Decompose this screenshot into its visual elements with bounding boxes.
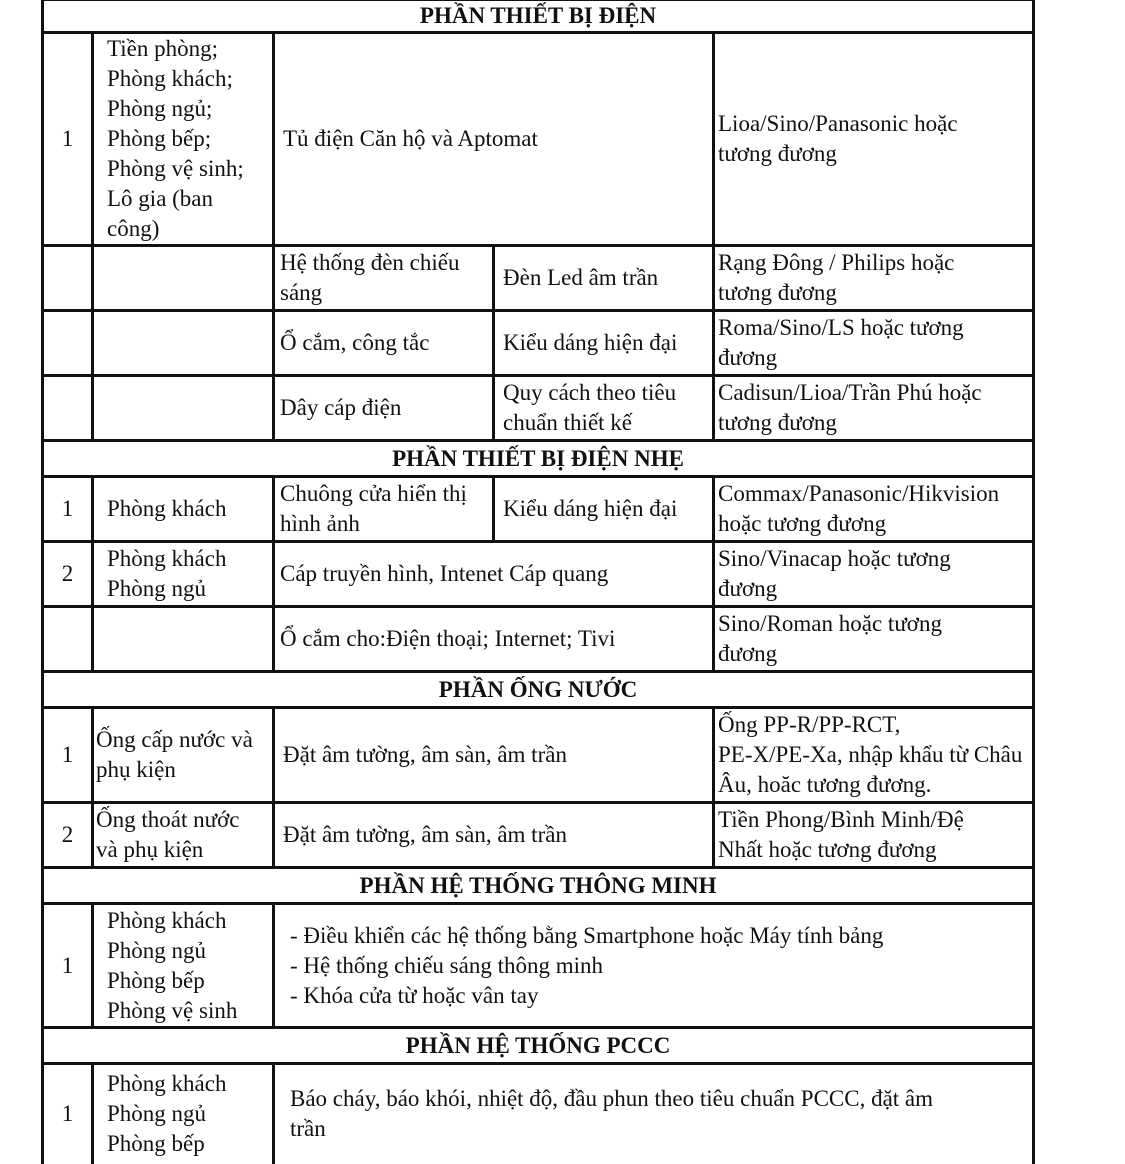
location-cell: Phòng khách Phòng ngủ Phòng bếp: [93, 1064, 274, 1164]
brand-cell: Roma/Sino/LS hoặc tương đương: [714, 311, 1034, 376]
brand-cell: Cadisun/Lioa/Trần Phú hoặc tương đương: [714, 376, 1034, 441]
section-header-water-pipes: [43, 672, 1034, 708]
table-row: [43, 311, 1034, 376]
location-cell: Phòng khách Phòng ngủ: [93, 542, 274, 607]
brand-cell: Commax/Panasonic/Hikvision hoặc tương đương: [714, 477, 1034, 542]
item-cell: Cáp truyền hình, Intenet Cáp quang: [274, 542, 714, 607]
equipment-specification-document: [41, 0, 1035, 1164]
spec-cell: Quy cách theo tiêu chuẩn thiết kế: [494, 376, 714, 441]
location-cell: Ống thoát nước và phụ kiện: [93, 803, 274, 868]
location-cell: [93, 311, 274, 376]
brand-cell: Rạng Đông / Philips hoặc tương đương: [714, 246, 1034, 311]
row-number: 2: [43, 542, 93, 607]
section-title: PHẦN THIẾT BỊ ĐIỆN: [43, 0, 1034, 33]
brand-cell: Tiền Phong/Bình Minh/Đệ Nhất hoặc tương đương: [714, 803, 1034, 868]
row-number: [43, 311, 93, 376]
table-row: [43, 708, 1034, 803]
location-cell: [93, 607, 274, 672]
section-title: PHẦN THIẾT BỊ ĐIỆN NHẸ: [43, 441, 1034, 477]
location-cell: Phòng khách: [93, 477, 274, 542]
brand-cell: Lioa/Sino/Panasonic hoặc tương đương: [714, 33, 1034, 246]
item-cell: Chuông cửa hiển thị hình ảnh: [274, 477, 494, 542]
table-row: [43, 376, 1034, 441]
item-cell: Ổ cắm, công tắc: [274, 311, 494, 376]
item-cell: - Điều khiển các hệ thống bằng Smartphone hoặc Máy tính bảng - Hệ thống chiếu sáng thông minh - Khóa cửa từ hoặc vân tay: [274, 904, 1034, 1028]
table-row: [43, 477, 1034, 542]
table-row: [43, 607, 1034, 672]
spec-cell: Đèn Led âm trần: [494, 246, 714, 311]
row-number: 1: [43, 708, 93, 803]
section-title: PHẦN HỆ THỐNG PCCC: [43, 1028, 1034, 1064]
section-title: PHẦN HỆ THỐNG THÔNG MINH: [43, 868, 1034, 904]
spec-cell: Kiểu dáng hiện đại: [494, 311, 714, 376]
section-header-electrical: [43, 0, 1034, 33]
item-cell: Báo cháy, báo khói, nhiệt độ, đầu phun theo tiêu chuẩn PCCC, đặt âm trần: [274, 1064, 1034, 1164]
location-cell: [93, 376, 274, 441]
row-number: [43, 607, 93, 672]
item-cell: Đặt âm tường, âm sàn, âm trần: [274, 803, 714, 868]
item-cell: Đặt âm tường, âm sàn, âm trần: [274, 708, 714, 803]
item-cell: Hệ thống đèn chiếu sáng: [274, 246, 494, 311]
table-row: [43, 33, 1034, 246]
row-number: 1: [43, 904, 93, 1028]
item-cell: Ổ cắm cho:Điện thoại; Internet; Tivi: [274, 607, 714, 672]
row-number: 1: [43, 33, 93, 246]
section-header-low-voltage: [43, 441, 1034, 477]
row-number: 1: [43, 477, 93, 542]
brand-cell: Sino/Roman hoặc tương đương: [714, 607, 1034, 672]
brand-cell: Ống PP-R/PP-RCT, PE-X/PE-Xa, nhập khẩu từ Châu Âu, hoăc tương đương.: [714, 708, 1034, 803]
section-header-fire-safety: [43, 1028, 1034, 1064]
row-number: 1: [43, 1064, 93, 1164]
table-row: [43, 542, 1034, 607]
location-cell: Tiền phòng; Phòng khách; Phòng ngủ; Phòng bếp; Phòng vệ sinh; Lô gia (ban công): [93, 33, 274, 246]
section-title: PHẦN ỐNG NƯỚC: [43, 672, 1034, 708]
section-header-smart-home: [43, 868, 1034, 904]
location-cell: [93, 246, 274, 311]
table-row: [43, 246, 1034, 311]
item-cell: Tủ điện Căn hộ và Aptomat: [274, 33, 714, 246]
spec-cell: Kiểu dáng hiện đại: [494, 477, 714, 542]
item-cell: Dây cáp điện: [274, 376, 494, 441]
table-row: [43, 904, 1034, 1028]
row-number: [43, 246, 93, 311]
location-cell: Ống cấp nước và phụ kiện: [93, 708, 274, 803]
location-cell: Phòng khách Phòng ngủ Phòng bếp Phòng vệ sinh: [93, 904, 274, 1028]
equipment-spec-table: [41, 0, 1035, 1164]
table-row: [43, 1064, 1034, 1164]
row-number: [43, 376, 93, 441]
table-row: [43, 803, 1034, 868]
row-number: 2: [43, 803, 93, 868]
brand-cell: Sino/Vinacap hoặc tương đương: [714, 542, 1034, 607]
